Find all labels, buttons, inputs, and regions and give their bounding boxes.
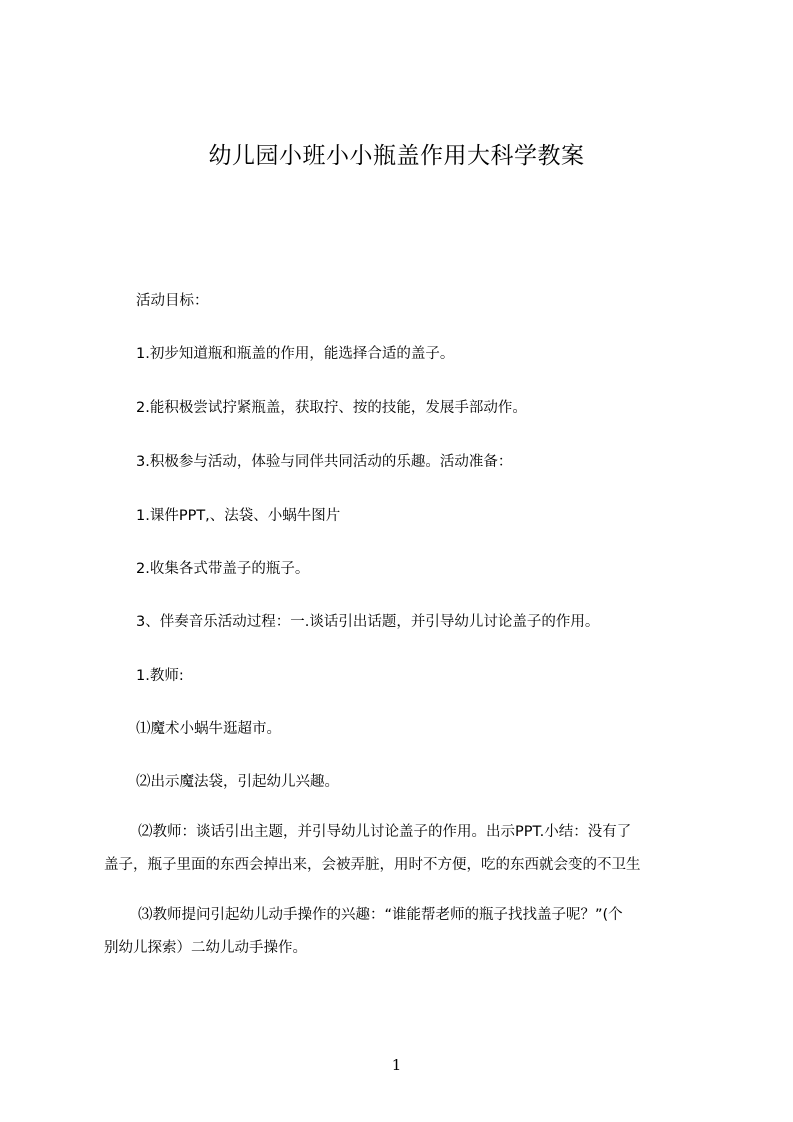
page-number: 1 xyxy=(391,1056,402,1074)
paragraph-objective-1: 1.初步知道瓶和瓶盖的作用，能选择合适的盖子。 xyxy=(136,346,455,362)
paragraph-objectives-heading: 活动目标： xyxy=(136,293,209,309)
paragraph-objective-2: 2.能积极尝试拧紧瓶盖，获取拧、按的技能，发展手部动作。 xyxy=(136,400,527,416)
paragraph-teacher-question xyxy=(104,899,694,965)
paragraph-line: ⑶教师提问引起幼儿动手操作的兴趣：“谁能帮老师的瓶子找找盖子呢？”(个 xyxy=(138,907,623,923)
paragraph-teacher-discussion xyxy=(104,816,694,882)
paragraph-line: 盖子，瓶子里面的东西会掉出来，会被弄脏，用时不方便，吃的东西就会变的不卫生 xyxy=(104,857,641,873)
paragraph-prep-2: 2.收集各式带盖子的瓶子。 xyxy=(136,561,310,577)
paragraph-step-1: ⑴魔术小蜗牛逛超市。 xyxy=(136,721,281,737)
paragraph-objective-3: 3.积极参与活动，体验与同伴共同活动的乐趣。活动准备： xyxy=(136,454,513,470)
document-title: 幼儿园小班小小瓶盖作用大科学教案 xyxy=(208,143,585,169)
paragraph-line: 别幼儿探索）二幼儿动手操作。 xyxy=(104,940,307,956)
paragraph-prep-3: 3、伴奏音乐活动过程：一.谈话引出话题，并引导幼儿讨论盖子的作用。 xyxy=(136,614,600,630)
paragraph-prep-1: 1.课件PPT,、法袋、小蜗牛图片 xyxy=(136,508,341,524)
paragraph-line: ⑵教师：谈话引出主题，并引导幼儿讨论盖子的作用。出示PPT.小结：没有了 xyxy=(138,824,632,840)
paragraph-teacher: 1.教师: xyxy=(136,668,184,684)
paragraph-step-2: ⑵出示魔法袋，引起幼儿兴趣。 xyxy=(136,774,339,790)
